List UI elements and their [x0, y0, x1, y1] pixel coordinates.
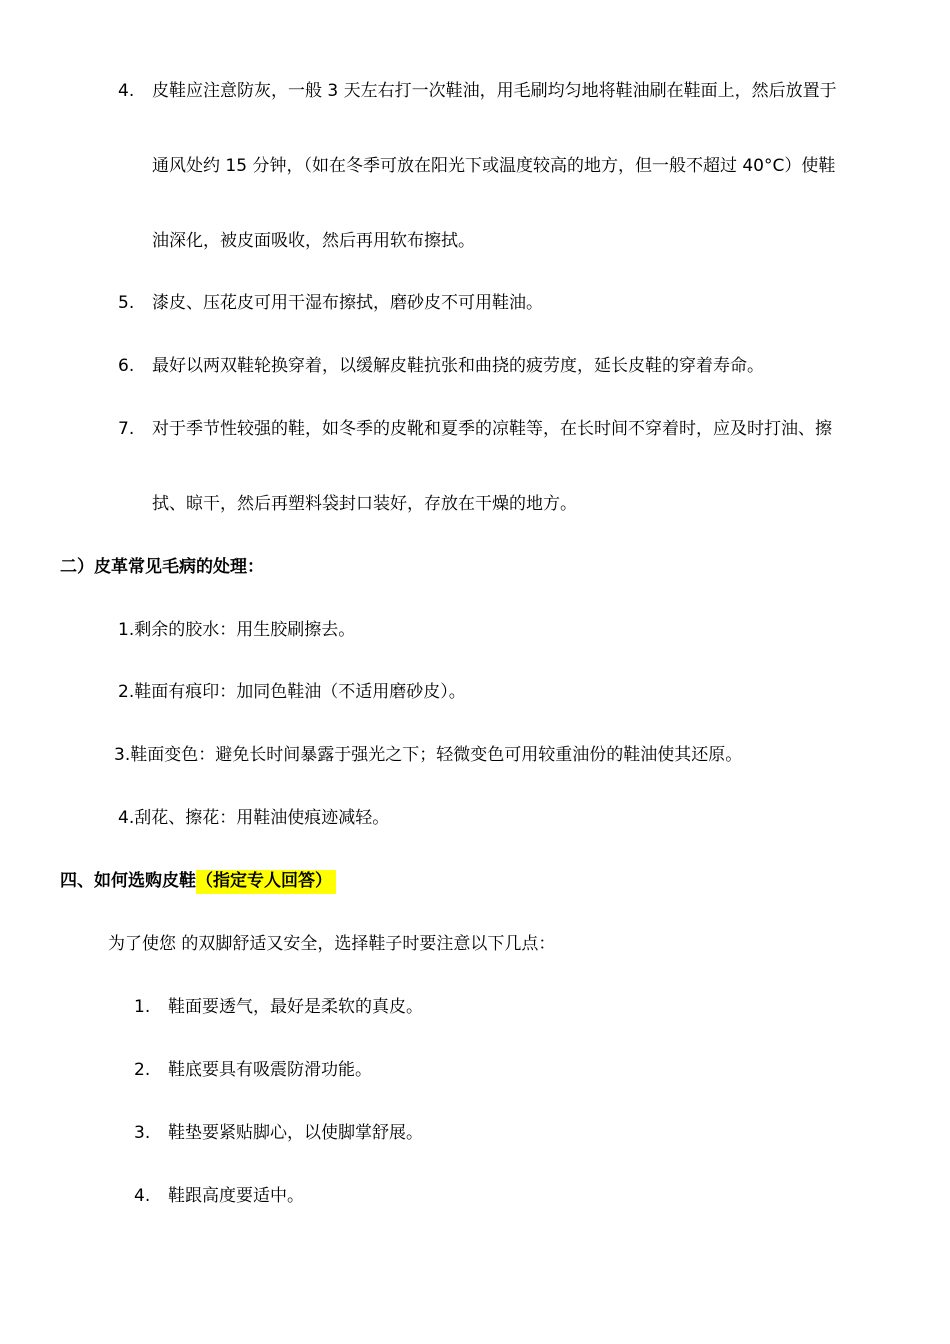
list-number: 7.: [118, 419, 135, 439]
list-item: 1.剩余的胶水：用生胶刷擦去。: [118, 620, 356, 640]
paragraph-line: 拭、晾干，然后再塑料袋封口装好，存放在干燥的地方。: [152, 494, 577, 514]
list-number: 4.: [118, 81, 135, 101]
paragraph-line: 漆皮、压花皮可用干湿布擦拭，磨砂皮不可用鞋油。: [152, 293, 543, 313]
section-heading: [60, 869, 336, 893]
list-number: 1.: [134, 997, 151, 1017]
highlighted-note: （指定专人回答）: [196, 870, 336, 894]
list-number: 6.: [118, 356, 135, 376]
section-heading: 二）皮革常见毛病的处理：: [60, 557, 264, 577]
paragraph-line: 最好以两双鞋轮换穿着，以缓解皮鞋抗张和曲挠的疲劳度，延长皮鞋的穿着寿命。: [152, 356, 764, 376]
list-number: 5.: [118, 293, 135, 313]
paragraph-line: 皮鞋应注意防灰，一般 3 天左右打一次鞋油，用毛刷均匀地将鞋油刷在鞋面上，然后放置于: [152, 81, 837, 101]
paragraph-line: 通风处约 15 分钟，（如在冬季可放在阳光下或温度较高的地方，但一般不超过 40°C）使鞋: [152, 156, 836, 176]
paragraph-line: 对于季节性较强的鞋，如冬季的皮靴和夏季的凉鞋等，在长时间不穿着时，应及时打油、擦: [152, 419, 832, 439]
section-heading-text: 四、如何选购皮鞋: [60, 871, 196, 891]
list-item: 鞋底要具有吸震防滑功能。: [168, 1060, 372, 1080]
list-number: 3.: [134, 1123, 151, 1143]
list-item: 鞋面要透气，最好是柔软的真皮。: [168, 997, 423, 1017]
list-number: 4.: [134, 1186, 151, 1206]
list-number: 2.: [134, 1060, 151, 1080]
list-item: 3.鞋面变色：避免长时间暴露于强光之下；轻微变色可用较重油份的鞋油使其还原。: [114, 745, 743, 765]
paragraph-line: 油深化，被皮面吸收，然后再用软布擦拭。: [152, 231, 475, 251]
list-item: 2.鞋面有痕印：加同色鞋油（不适用磨砂皮）。: [118, 682, 466, 702]
intro-text: 为了使您 的双脚舒适又安全，选择鞋子时要注意以下几点：: [108, 934, 556, 954]
list-item: 4.刮花、擦花：用鞋油使痕迹减轻。: [118, 808, 390, 828]
list-item: 鞋垫要紧贴脚心，以使脚掌舒展。: [168, 1123, 423, 1143]
list-item: 鞋跟高度要适中。: [168, 1186, 304, 1206]
